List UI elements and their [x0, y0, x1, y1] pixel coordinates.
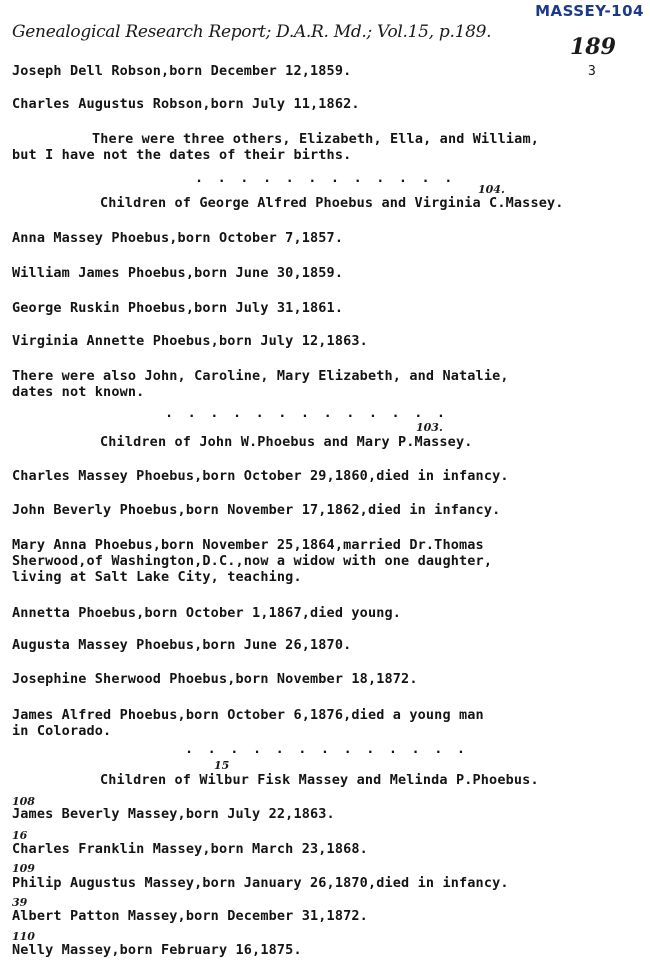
section1-line-2: William James Phoebus,born June 30,1859.	[12, 265, 344, 281]
section1-line-1: Anna Massey Phoebus,born October 7,1857.	[12, 230, 344, 246]
section2-line-5: living at Salt Lake City, teaching.	[12, 569, 302, 585]
section1-also-1: There were also John, Caroline, Mary Elizabeth, and Natalie,	[12, 368, 509, 384]
separator-3: . . . . . . . . . . . . .	[185, 741, 469, 757]
section2-line-4: Sherwood,of Washington,D.C.,now a widow with one daughter,	[12, 553, 493, 569]
robson-line-2: Charles Augustus Robson,born July 11,1862.	[12, 96, 360, 112]
section2-line-6: Annetta Phoebus,born October 1,1867,died young.	[12, 605, 402, 621]
section2-line-9: James Alfred Phoebus,born October 6,1876,died a young man	[12, 707, 484, 723]
section3-line-2: Charles Franklin Massey,born March 23,1868.	[12, 841, 368, 857]
section1-heading: Children of George Alfred Phoebus and Virginia C.Massey.	[100, 195, 564, 211]
section1-also-2: dates not known.	[12, 384, 145, 400]
margin-note-1: 108	[12, 795, 35, 808]
handwritten-title: Genealogical Research Report; D.A.R. Md.; Vol.15, p.189.	[12, 22, 492, 42]
section2-line-8: Josephine Sherwood Phoebus,born November 18,1872.	[12, 671, 418, 687]
margin-note-3: 109	[12, 862, 35, 875]
margin-note-4: 39	[12, 896, 28, 909]
reference-code: MASSEY-104	[535, 2, 644, 20]
section2-heading: Children of John W.Phoebus and Mary P.Massey.	[100, 434, 473, 450]
section3-heading: Children of Wilbur Fisk Massey and Melinda P.Phoebus.	[100, 772, 539, 788]
section2-note: 103.	[416, 421, 443, 434]
section1-note: 104.	[478, 183, 505, 196]
robson-others-2: but I have not the dates of their births.	[12, 147, 352, 163]
section3-line-4: Albert Patton Massey,born December 31,1872.	[12, 908, 368, 924]
section2-line-1: Charles Massey Phoebus,born October 29,1860,died in infancy.	[12, 468, 509, 484]
separator-2: . . . . . . . . . . . . .	[165, 405, 449, 421]
section3-line-1: James Beverly Massey,born July 22,1863.	[12, 806, 335, 822]
typed-page-number: 3	[588, 64, 596, 79]
section2-line-10: in Colorado.	[12, 723, 112, 739]
margin-note-2: 16	[12, 829, 28, 842]
section2-line-3: Mary Anna Phoebus,born November 25,1864,married Dr.Thomas	[12, 537, 484, 553]
margin-note-5: 110	[12, 930, 35, 943]
section2-line-2: John Beverly Phoebus,born November 17,1862,died in infancy.	[12, 502, 501, 518]
section1-line-4: Virginia Annette Phoebus,born July 12,1863.	[12, 333, 368, 349]
section3-line-3: Philip Augustus Massey,born January 26,1870,died in infancy.	[12, 875, 509, 891]
section2-line-7: Augusta Massey Phoebus,born June 26,1870.	[12, 637, 352, 653]
robson-line-1: Joseph Dell Robson,born December 12,1859.	[12, 63, 352, 79]
section1-line-3: George Ruskin Phoebus,born July 31,1861.	[12, 300, 344, 316]
robson-others-1: There were three others, Elizabeth, Ella, and William,	[92, 131, 539, 147]
separator-1: . . . . . . . . . . . .	[195, 170, 456, 186]
handwritten-page-number: 189	[570, 34, 616, 60]
section3-line-5: Nelly Massey,born February 16,1875.	[12, 942, 302, 958]
section3-note: 15	[214, 759, 230, 772]
